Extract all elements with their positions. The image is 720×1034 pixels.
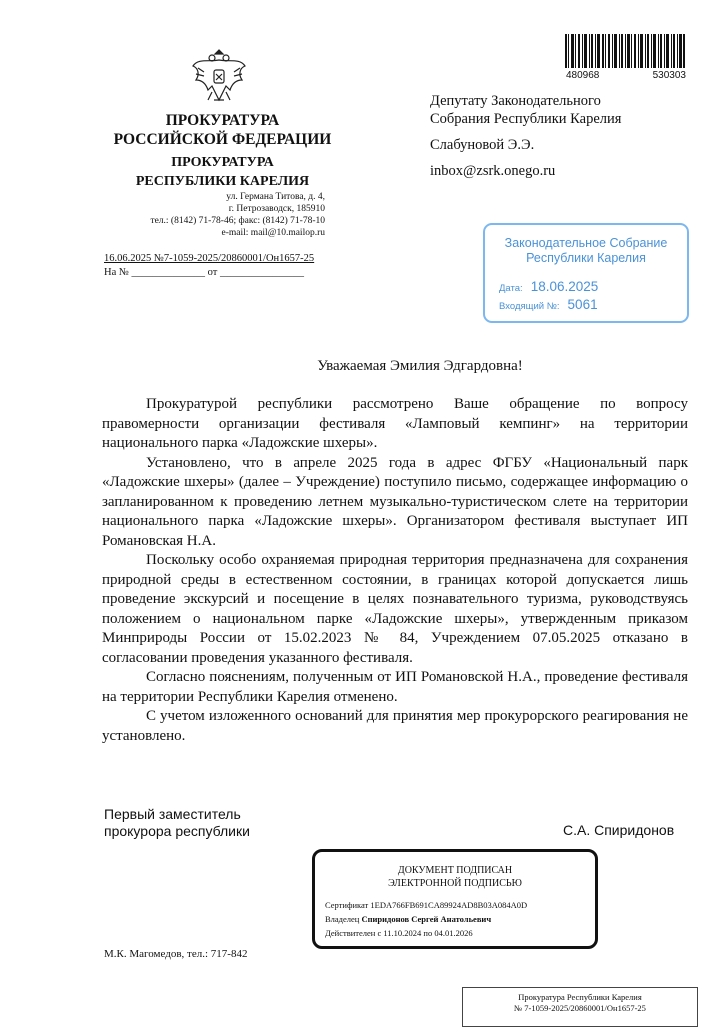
signer-name: С.А. Спиридонов <box>563 822 675 838</box>
esign-valid-to: 04.01.2026 <box>434 928 473 938</box>
address-line: тел.: (8142) 71-78-46; факс: (8142) 71-78-10 <box>150 216 325 226</box>
position-line: прокурора республики <box>104 823 250 839</box>
esign-owner-label: Владелец <box>325 914 360 924</box>
org-line: ПРОКУРАТУРА <box>171 155 274 170</box>
esign-cert-value: 1EDA766FB691CA89924AD8B03A084A0D <box>370 900 528 910</box>
incoming-stamp <box>483 223 689 323</box>
org-name-regional <box>100 153 345 191</box>
stamp-date-label: Дата: <box>499 283 523 294</box>
esign-title-line: ДОКУМЕНТ ПОДПИСАН <box>397 865 513 876</box>
stamp-org <box>485 236 687 266</box>
executor-line: М.К. Магомедов, тел.: 717-842 <box>104 948 248 960</box>
org-address <box>100 191 325 239</box>
esign-cert-row <box>325 900 527 910</box>
address-line: e-mail: mail@10.mailop.ru <box>221 228 325 238</box>
electronic-signature-stamp <box>312 849 598 949</box>
esign-owner-row <box>325 914 491 924</box>
barcode-right-number: 530303 <box>652 70 686 81</box>
esign-owner-value: Спиридонов Сергей Анатольевич <box>361 914 492 924</box>
barcode-left-number: 480968 <box>566 70 600 81</box>
reply-to-line: На № ______________ от ________________ <box>104 267 304 278</box>
paragraph: Прокуратурой республики рассмотрено Ваше обращение по вопросу правомерности организации фестиваля «Ламповый кемпинг» на территории национального парка «Ладожские шхеры». <box>102 396 688 451</box>
stamp-org-line: Республики Карелия <box>526 251 646 265</box>
footer-line: № 7-1059-2025/20860001/Он1657-25 <box>514 1003 646 1013</box>
org-name-federal <box>100 111 345 149</box>
address-line: ул. Германа Титова, д. 4, <box>226 192 325 202</box>
paragraph: С учетом изложенного оснований для принятия мер прокурорского реагирования не установлено. <box>102 708 688 744</box>
esign-title <box>315 864 595 890</box>
stamp-incoming-label: Входящий №: <box>499 301 560 312</box>
address-line: г. Петрозаводск, 185910 <box>228 204 325 214</box>
esign-valid-to-label: по <box>423 928 433 938</box>
coat-of-arms-icon <box>190 44 248 106</box>
esign-cert-label: Сертификат <box>325 900 369 910</box>
recipient-name: Слабуновой Э.Э. <box>430 137 535 153</box>
esign-valid-row <box>325 928 473 938</box>
esign-valid-label: Действителен с <box>325 928 382 938</box>
esign-valid-from: 11.10.2024 <box>383 928 422 938</box>
stamp-org-line: Законодательное Собрание <box>504 236 668 250</box>
paragraph: Поскольку особо охраняемая природная территория предназначена для сохранения природной среды в естественном состоянии, в границах которой допускается лишь проведение экскурсий и посещение в целях познавательного туризма, руководствуясь положением о национальном парке «Ладожские шхеры», утвержденным приказом Минприроды России от 15.02.2023 № 84, Учреждением 07.05.2025 отказано в согласовании проведения указанного фестиваля. <box>102 552 688 666</box>
stamp-incoming-value: 5061 <box>567 297 598 312</box>
signer-position <box>104 806 250 840</box>
letter-body <box>102 395 688 746</box>
recipient-block <box>430 92 621 180</box>
stamp-incoming-row <box>499 297 598 312</box>
registration-number: 16.06.2025 №7-1059-2025/20860001/Он1657-25 <box>104 253 315 264</box>
stamp-date-value: 18.06.2025 <box>530 279 599 294</box>
greeting: Уважаемая Эмилия Эдгардовна! <box>317 358 523 374</box>
recipient-email: inbox@zsrk.onego.ru <box>430 163 556 179</box>
esign-title-line: ЭЛЕКТРОННОЙ ПОДПИСЬЮ <box>388 878 522 889</box>
paragraph: Согласно пояснениям, полученным от ИП Романовской Н.А., проведение фестиваля на территории Республики Карелия отменено. <box>102 669 688 705</box>
org-line: ПРОКУРАТУРА <box>165 112 280 129</box>
org-line: РОССИЙСКОЙ ФЕДЕРАЦИИ <box>113 131 332 148</box>
footer-line: Прокуратура Республики Карелия <box>518 992 642 1002</box>
stamp-date-row <box>499 279 598 294</box>
footer-registration-box <box>462 987 698 1027</box>
recipient-line: Депутату Законодательного <box>430 93 601 109</box>
recipient-line: Собрания Республики Карелия <box>430 111 622 127</box>
barcode-numbers <box>566 70 686 81</box>
position-line: Первый заместитель <box>104 806 241 822</box>
org-line: РЕСПУБЛИКИ КАРЕЛИЯ <box>135 174 310 189</box>
barcode-icon <box>565 34 685 68</box>
paragraph: Установлено, что в апреле 2025 года в адрес ФГБУ «Национальный парк «Ладожские шхеры» (далее – Учреждение) поступило письмо, содержащее информацию о запланированном к проведению летнем музыкально-туристическом слете на территории национального парка «Ладожские шхеры». Организатором фестиваля выступает ИП Романовская Н.А. <box>102 454 688 549</box>
